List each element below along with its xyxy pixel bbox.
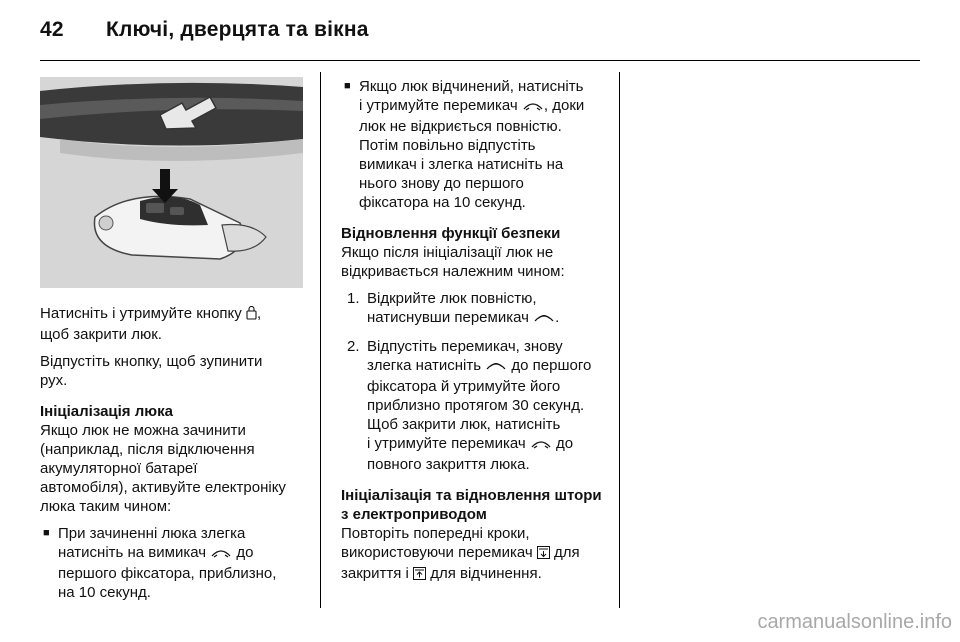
text: фіксатора на 10 секунд. (359, 194, 526, 211)
page-number: 42 (40, 18, 64, 41)
left-column (40, 304, 315, 602)
text: Якщо люк відчинений, натисніть (359, 78, 584, 95)
text: приблизно протягом 30 секунд. (367, 397, 585, 414)
sunroof-close-switch-icon (210, 545, 232, 564)
text: і утримуйте перемикач (367, 435, 530, 452)
sunroof-close-switch-icon (530, 436, 552, 455)
text (367, 356, 609, 377)
text: і утримуйте перемикач (359, 97, 522, 114)
text: люк не відкриється повністю. (359, 118, 562, 135)
step-number: 2. (347, 338, 360, 355)
sunroof-close-switch-icon (522, 98, 544, 117)
numbered-step (341, 289, 609, 329)
text: на 10 секунд. (58, 584, 151, 601)
paragraph (40, 304, 315, 325)
text: , доки (543, 97, 585, 114)
text: Потім повільно відпустіть (359, 137, 536, 154)
text: Відпустіть перемикач, знову (367, 338, 563, 355)
text: першого фіксатора, приблизно, (58, 565, 277, 582)
page-title: Ключі, дверцята та вікна (106, 18, 369, 41)
text: для відчинення. (426, 565, 542, 582)
text: Щоб закрити люк, натисніть (367, 416, 561, 433)
text: до першого (507, 357, 592, 374)
paragraph-line: щоб закрити люк. (40, 326, 162, 343)
text: натиснувши перемикач (367, 309, 534, 326)
paragraph-line: Якщо після ініціалізації люк не (341, 244, 554, 261)
bullet-item (40, 524, 315, 602)
paragraph-line: люка таким чином: (40, 498, 172, 515)
header-rule (40, 60, 920, 61)
text: до (551, 435, 574, 452)
key-lock-icon (246, 306, 257, 325)
paragraph-line: рух. (40, 372, 68, 389)
paragraph-line: Відпустіть кнопку, щоб зупинити (40, 353, 263, 370)
text (367, 434, 609, 455)
text: фіксатора й утримуйте його (367, 378, 561, 395)
paragraph-line: Повторіть попередні кроки, (341, 525, 530, 542)
watermark: carmanualsonline.info (757, 611, 952, 633)
text (359, 96, 609, 117)
section-heading: Відновлення функції безпеки (341, 225, 561, 242)
bullet-marker: ■ (344, 80, 351, 92)
blind-close-icon (537, 545, 550, 564)
text: для (549, 544, 580, 561)
sunroof-open-switch-icon (485, 358, 507, 377)
paragraph-line: (наприклад, після відключення (40, 441, 255, 458)
text: Відкрийте люк повністю, (367, 290, 537, 307)
page-header (40, 18, 369, 42)
text: Натисніть і утримуйте кнопку (40, 305, 246, 322)
paragraph-line (341, 543, 609, 564)
text: . (555, 309, 560, 326)
paragraph-line: автомобіля), активуйте електроніку (40, 479, 286, 496)
text: використовуючи перемикач (341, 544, 537, 561)
step-number: 1. (347, 290, 360, 307)
paragraph-line: Якщо люк не можна зачинити (40, 422, 246, 439)
text: повного закриття люка. (367, 456, 530, 473)
middle-column (341, 77, 609, 585)
section-heading: з електроприводом (341, 506, 487, 523)
text: , (256, 305, 262, 322)
remote-key-sunroof-illustration (40, 77, 303, 288)
paragraph-line: відкривається належним чином: (341, 263, 565, 280)
column-divider (320, 72, 321, 608)
section-heading: Ініціалізація та відновлення штори (341, 487, 602, 504)
paragraph-line (341, 564, 609, 585)
text: до (232, 544, 254, 561)
text: закриття і (341, 565, 414, 582)
bullet-marker: ■ (43, 527, 50, 539)
bullet-item (341, 77, 609, 212)
sunroof-open-switch-icon (533, 310, 555, 329)
text: нього знову до першого (359, 175, 524, 192)
text: натисніть на вимикач (58, 544, 211, 561)
text (58, 543, 315, 564)
text (367, 308, 609, 329)
text: При зачиненні люка злегка (58, 525, 246, 542)
numbered-step (341, 337, 609, 474)
text: злегка натисніть (367, 357, 486, 374)
text: вимикач і злегка натисніть на (359, 156, 564, 173)
column-divider (619, 72, 620, 608)
blind-open-icon (413, 566, 426, 585)
paragraph-line: акумуляторної батареї (40, 460, 198, 477)
section-heading: Ініціалізація люка (40, 403, 173, 420)
